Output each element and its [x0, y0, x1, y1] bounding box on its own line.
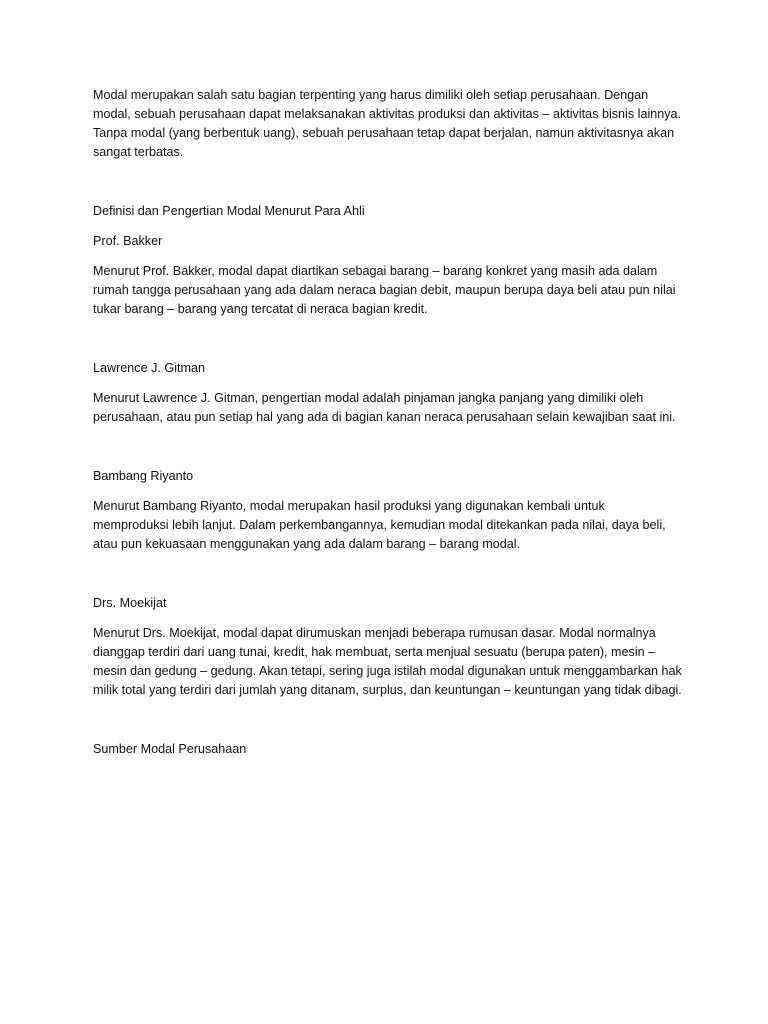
document-page — [93, 86, 683, 759]
expert-text-moekijat: Menurut Drs. Moekijat, modal dapat dirumuskan menjadi beberapa rumusan dasar. Modal normalnya dianggap terdiri dari uang tunai, kredit, hak membuat, serta menjual sesuatu (berupa paten), mesin – mesin dan gedung – gedung. Akan tetapi, sering juga istilah modal digunakan untuk menggambarkan hak milik total yang terdiri dari jumlah yang ditanam, surplus, dan keuntungan – keuntungan yang tidak dibagi. — [93, 626, 682, 697]
expert-text-riyanto: Menurut Bambang Riyanto, modal merupakan hasil produksi yang digunakan kembali untuk memproduksi lebih lanjut. Dalam perkembangannya, kemudian modal ditekankan pada nilai, daya beli, atau pun kekuasaan menggunakan yang ada dalam barang – barang modal. — [93, 499, 666, 551]
expert-name-riyanto: Bambang Riyanto — [93, 469, 194, 483]
expert-text-gitman: Menurut Lawrence J. Gitman, pengertian modal adalah pinjaman jangka panjang yang dimiliki oleh perusahaan, atau pun setiap hal yang ada di bagian kanan neraca perusahaan selain kewajiban saat ini. — [93, 391, 676, 424]
expert-text-bakker: Menurut Prof. Bakker, modal dapat diartikan sebagai barang – barang konkret yang masih ada dalam rumah tangga perusahaan yang ada dalam neraca bagian debit, maupun berupa daya beli atau pun nilai tukar barang – barang yang tercatat di neraca bagian kredit. — [93, 264, 676, 316]
expert-name-bakker: Prof. Bakker — [93, 234, 163, 248]
expert-name-moekijat: Drs. Moekijat — [93, 596, 167, 610]
section-title: Definisi dan Pengertian Modal Menurut Para Ahli — [93, 204, 365, 218]
closing-title: Sumber Modal Perusahaan — [93, 742, 247, 756]
intro-paragraph: Modal merupakan salah satu bagian terpenting yang harus dimiliki oleh setiap perusahaan. Dengan modal, sebuah perusahaan dapat melaksanakan aktivitas produksi dan aktivitas – aktivitas bisnis lainnya. Tanpa modal (yang berbentuk uang), sebuah perusahaan tetap dapat berjalan, namun aktivitasnya akan sangat terbatas. — [93, 88, 682, 159]
expert-name-gitman: Lawrence J. Gitman — [93, 361, 205, 375]
